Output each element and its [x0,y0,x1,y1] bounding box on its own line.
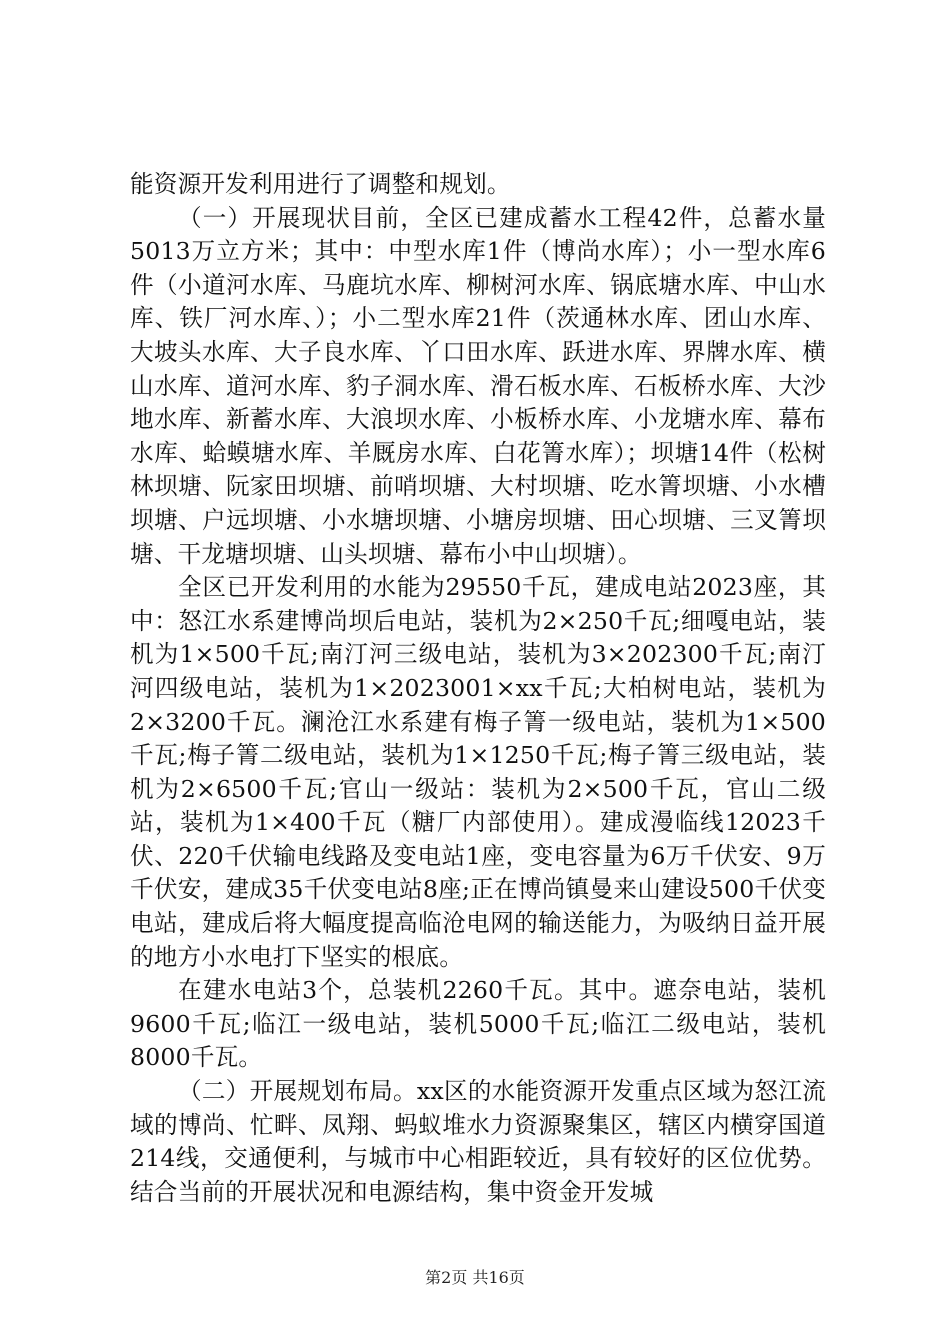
page-footer [0,1268,950,1288]
paragraph-stations-under-construction: 在建水电站3个，总装机2260千瓦。其中。遮奈电站，装机9600千瓦;临江一级电站，装机5000千瓦;临江二级电站，装机8000千瓦。 [130,976,826,1072]
paragraph-development-status: （一）开展现状目前，全区已建成蓄水工程42件，总蓄水量5013万立方米；其中：中型水库1件（博尚水库）；小一型水库6件（小道河水库、马鹿坑水库、柳树河水库、锅底塘水库、中山水库、铁厂河水库、）；小二型水库21件（茨通林水库、团山水库、大坡头水库、大子良水库、丫口田水库、跃进水库、界牌水库、横山水库、道河水库、豹子洞水库、滑石板水库、石板桥水库、大沙地水库、新蓄水库、大浪坝水库、小板桥水库、小龙塘水库、幕布水库、蛤蟆塘水库、羊厩房水库、白花箐水库）；坝塘14件（松树林坝塘、阮家田坝塘、前哨坝塘、大村坝塘、吃水箐坝塘、小水槽坝塘、户远坝塘、小水塘坝塘、小塘房坝塘、田心坝塘、三叉箐坝塘、干龙塘坝塘、山头坝塘、幕布小中山坝塘）。 [130,203,826,568]
paragraph-hydropower-developed: 全区已开发利用的水能为29550千瓦，建成电站2023座，其中：怒江水系建博尚坝后电站，装机为2×250千瓦;细嘎电站，装机为1×500千瓦;南汀河三级电站，装机为3×202300千瓦;南汀河四级电站，装机为1×2023001×xx千瓦;大柏树电站，装机为2×3200千瓦。澜沧江水系建有梅子箐一级电站，装机为1×500千瓦;梅子箐二级电站，装机为1×1250千瓦;梅子箐三级电站，装机为2×6500千瓦;官山一级站：装机为2×500千瓦，官山二级站，装机为1×400千瓦（糖厂内部使用）。建成漫临线12023千伏、220千伏输电线路及变电站1座，变电容量为6万千伏安、9万千伏安，建成35千伏变电站8座;正在博尚镇曼来山建设500千伏变电站，建成后将大幅度提高临沧电网的输送能力，为吸纳日益开展的地方小水电打下坚实的根底。 [130,573,826,971]
paragraph-development-planning: （二）开展规划布局。xx区的水能资源开发重点区域为怒江流域的博尚、忙畔、凤翔、蚂蚁堆水力资源聚集区，辖区内横穿国道214线，交通便利，与城市中心相距较近，具有较好的区位优势。结合当前的开展状况和电源结构，集中资金开发城 [130,1077,826,1206]
document-body [130,168,826,1209]
paragraph-continuation: 能资源开发利用进行了调整和规划。 [130,170,511,198]
page-number-label: 第2页 共16页 [425,1268,525,1287]
